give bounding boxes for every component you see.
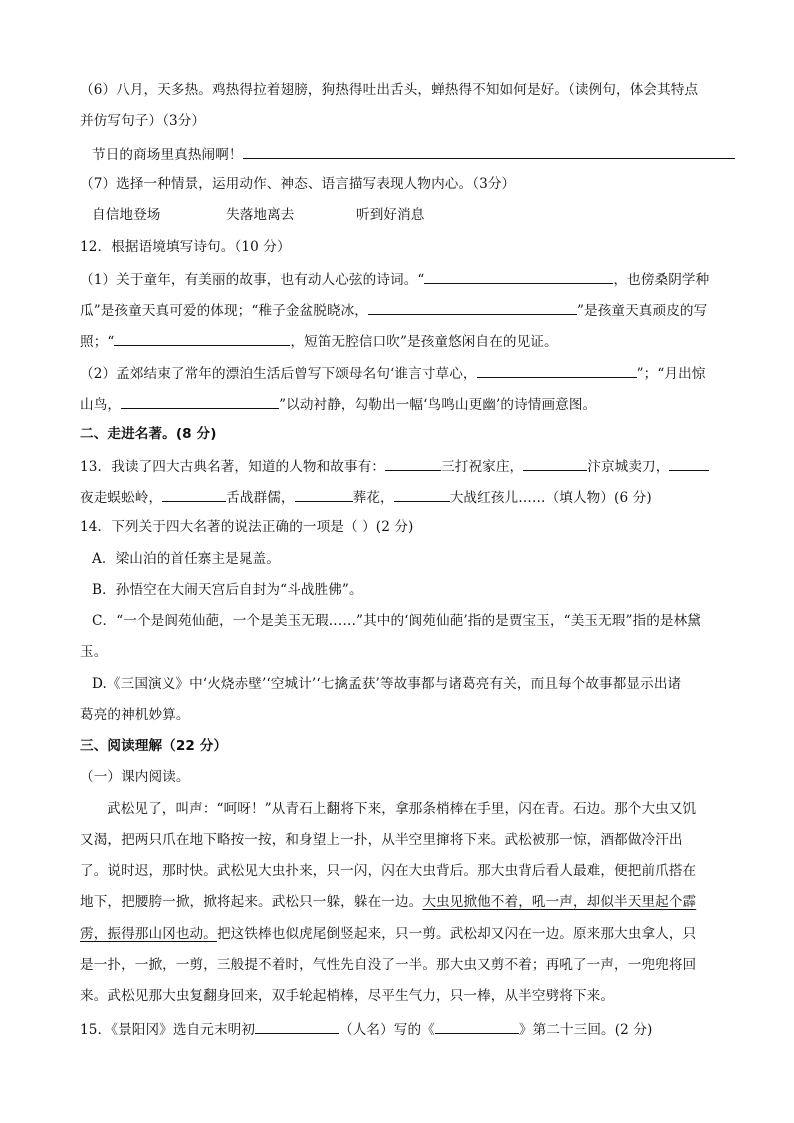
q14-option-c-line-2: 玉。 [80,644,108,660]
q7-option-1: 自信地登场 [92,207,161,223]
q12-p2-text-c: 山鸟， [80,397,122,413]
q15-text-c: 》第二十三回。(2 分) [518,1022,653,1038]
q12-blank-2[interactable] [368,299,577,315]
passage-line-5 [80,924,744,944]
q6-prompt: 节日的商场里真热闹啊！ [92,147,243,163]
q12-p2-line-2 [80,393,744,415]
q13-text-e: 舌战群儒， [226,490,295,506]
q15-text-a: 15．《景阳冈》选自元末明初 [80,1022,256,1038]
q13-text-g: 大战红孩儿……（填人物）(6 分) [449,490,652,506]
q14-option-a[interactable]: A．梁山泊的首任寨主是晁盖。 [92,551,280,567]
q12-p1-line-1 [80,268,744,290]
q13-blank-5[interactable] [295,486,353,502]
q13-text-b: 三打祝家庄， [441,459,524,475]
q13-text-a: 13．我读了四大古典名著，知道的人物和故事有： [80,459,386,475]
q12-blank-3[interactable] [114,330,290,346]
q6-prompt-line [92,143,744,165]
q12-p2-text-b: ”；“月出惊 [636,366,706,382]
q6-line-2: 并仿写句子）（3分） [80,113,206,129]
q13-blank-3[interactable] [669,455,709,471]
passage-line-6: 是一扑，一掀，一剪，三般提不着时，气性先自没了一半。那大虫又剪不着；再吼了一声，一兜兜将回 [80,957,697,973]
q13-blank-1[interactable] [385,455,441,471]
q6-answer-blank[interactable] [243,143,735,159]
q12-p2-text-d: ”以动衬静，勾勒出一幅‘鸟鸣山更幽’的诗情画意图。 [279,397,597,413]
q15-blank-author[interactable] [255,1018,339,1034]
q15-line [80,1018,744,1040]
q12-p1-text-b: ，也傍桑阴学种 [613,272,710,288]
q13-text-c: 汴京城卖刀， [587,459,670,475]
q12-p1-text-f: ，短笛无腔信口吹”是孩童悠闲自在的见证。 [290,334,558,350]
q12-p1-text-d: ”是孩童天真顽皮的写 [576,303,708,319]
passage-line-2: 又渴，把两只爪在地下略按一按，和身望上一扑，从半空里撺将下来。武松被那一惊，酒都做冷汗出 [80,832,683,848]
passage-line-5-text: 把这铁棒也似虎尾倒竖起来，只一剪。武松却又闪在一边。原来那大虫拿人，只 [216,926,697,942]
section-3-subheading: （一）课内阅读。 [80,769,190,785]
q12-p2-text-a: （2）孟郊结束了常年的漂泊生活后曾写下颂母名句‘谁言寸草心， [80,366,477,382]
q12-p1-line-2 [80,299,744,321]
passage-line-3: 了。说时迟，那时快。武松见大虫扑来，只一闪，闪在大虫背后。那大虫背后看人最难，便把前爪搭在 [80,863,697,879]
q13-line-1 [80,455,744,477]
q7-options [92,205,744,225]
passage-line-4 [80,892,744,912]
q12-blank-5[interactable] [121,393,279,409]
section-2-heading: 二、走进名著。(8 分) [80,426,217,442]
passage-line-1: 武松见了，叫声：“呵呀！”从青石上翻将下来，拿那条梢棒在手里，闪在青。石边。那个大虫又饥 [107,801,697,817]
q13-blank-2[interactable] [523,455,587,471]
q7-option-2: 失落地离去 [226,207,295,223]
section-3-heading: 三、阅读理解（22 分） [80,738,228,754]
q15-blank-book[interactable] [435,1018,519,1034]
q7-line-1: （7）选择一种情景，运用动作、神态、语言描写表现人物内心。（3分） [80,176,516,192]
q15-text-b: （人名）写的《 [339,1022,435,1038]
q13-text-f: 葬花， [352,490,394,506]
q13-blank-6[interactable] [394,486,450,502]
q6-line-1: （6）八月，天多热。鸡热得拉着翅膀，狗热得吐出舌头，蝉热得不知如何是好。（读例句，体会其特点 [80,82,699,98]
q12-p2-line-1 [80,362,744,384]
q12-blank-1[interactable] [424,268,613,284]
q12-title: 12．根据语境填写诗句。（10 分） [80,239,291,255]
q14-option-d-line-1[interactable]: D.《三国演义》中‘火烧赤壁’‘空城计’‘七擒孟获’等故事都与诸葛亮有关，而且每个故事都显示出诸 [92,676,682,692]
q13-blank-4[interactable] [162,486,226,502]
q12-blank-4[interactable] [477,362,637,378]
passage-line-7: 来。武松见那大虫复翻身回来，双手轮起梢棒，尽平生气力，只一棒，从半空劈将下来。 [80,988,615,1004]
q14-option-c-line-1[interactable]: C．“一个是阆苑仙葩，一个是美玉无瑕……”其中的‘阆苑仙葩’指的是贾宝玉，“美玉无瑕”指的是林黛 [92,613,701,629]
q13-line-2 [80,486,744,508]
q13-text-d: 夜走蜈蚣岭， [80,490,163,506]
q12-p1-text-c: 瓜”是孩童天真可爱的体现；“稚子金盆脱晓冰， [80,303,368,319]
q12-p1-line-3 [80,330,744,352]
q7-option-3: 听到好消息 [356,207,425,223]
q14-option-b[interactable]: B．孙悟空在大闹天宫后自封为“斗战胜佛”。 [92,582,363,598]
passage-line-4-text: 地下，把腰胯一掀，掀将起来。武松只一躲，躲在一边。 [80,894,423,910]
q14-title: 14．下列关于四大名著的说法正确的一项是（ ）(2 分) [80,519,414,535]
q14-option-d-line-2: 葛亮的神机妙算。 [80,707,190,723]
passage-underlined-sentence-a: 大虫见掀他不着，吼一声，却似半天里起个霹 [422,894,697,910]
q12-p1-text-a: （1）关于童年，有美丽的故事，也有动人心弦的诗词。“ [80,272,425,288]
q12-p1-text-e: 照；“ [80,334,115,350]
passage-underlined-sentence-b: 雳，振得那山冈也动。 [80,926,217,942]
